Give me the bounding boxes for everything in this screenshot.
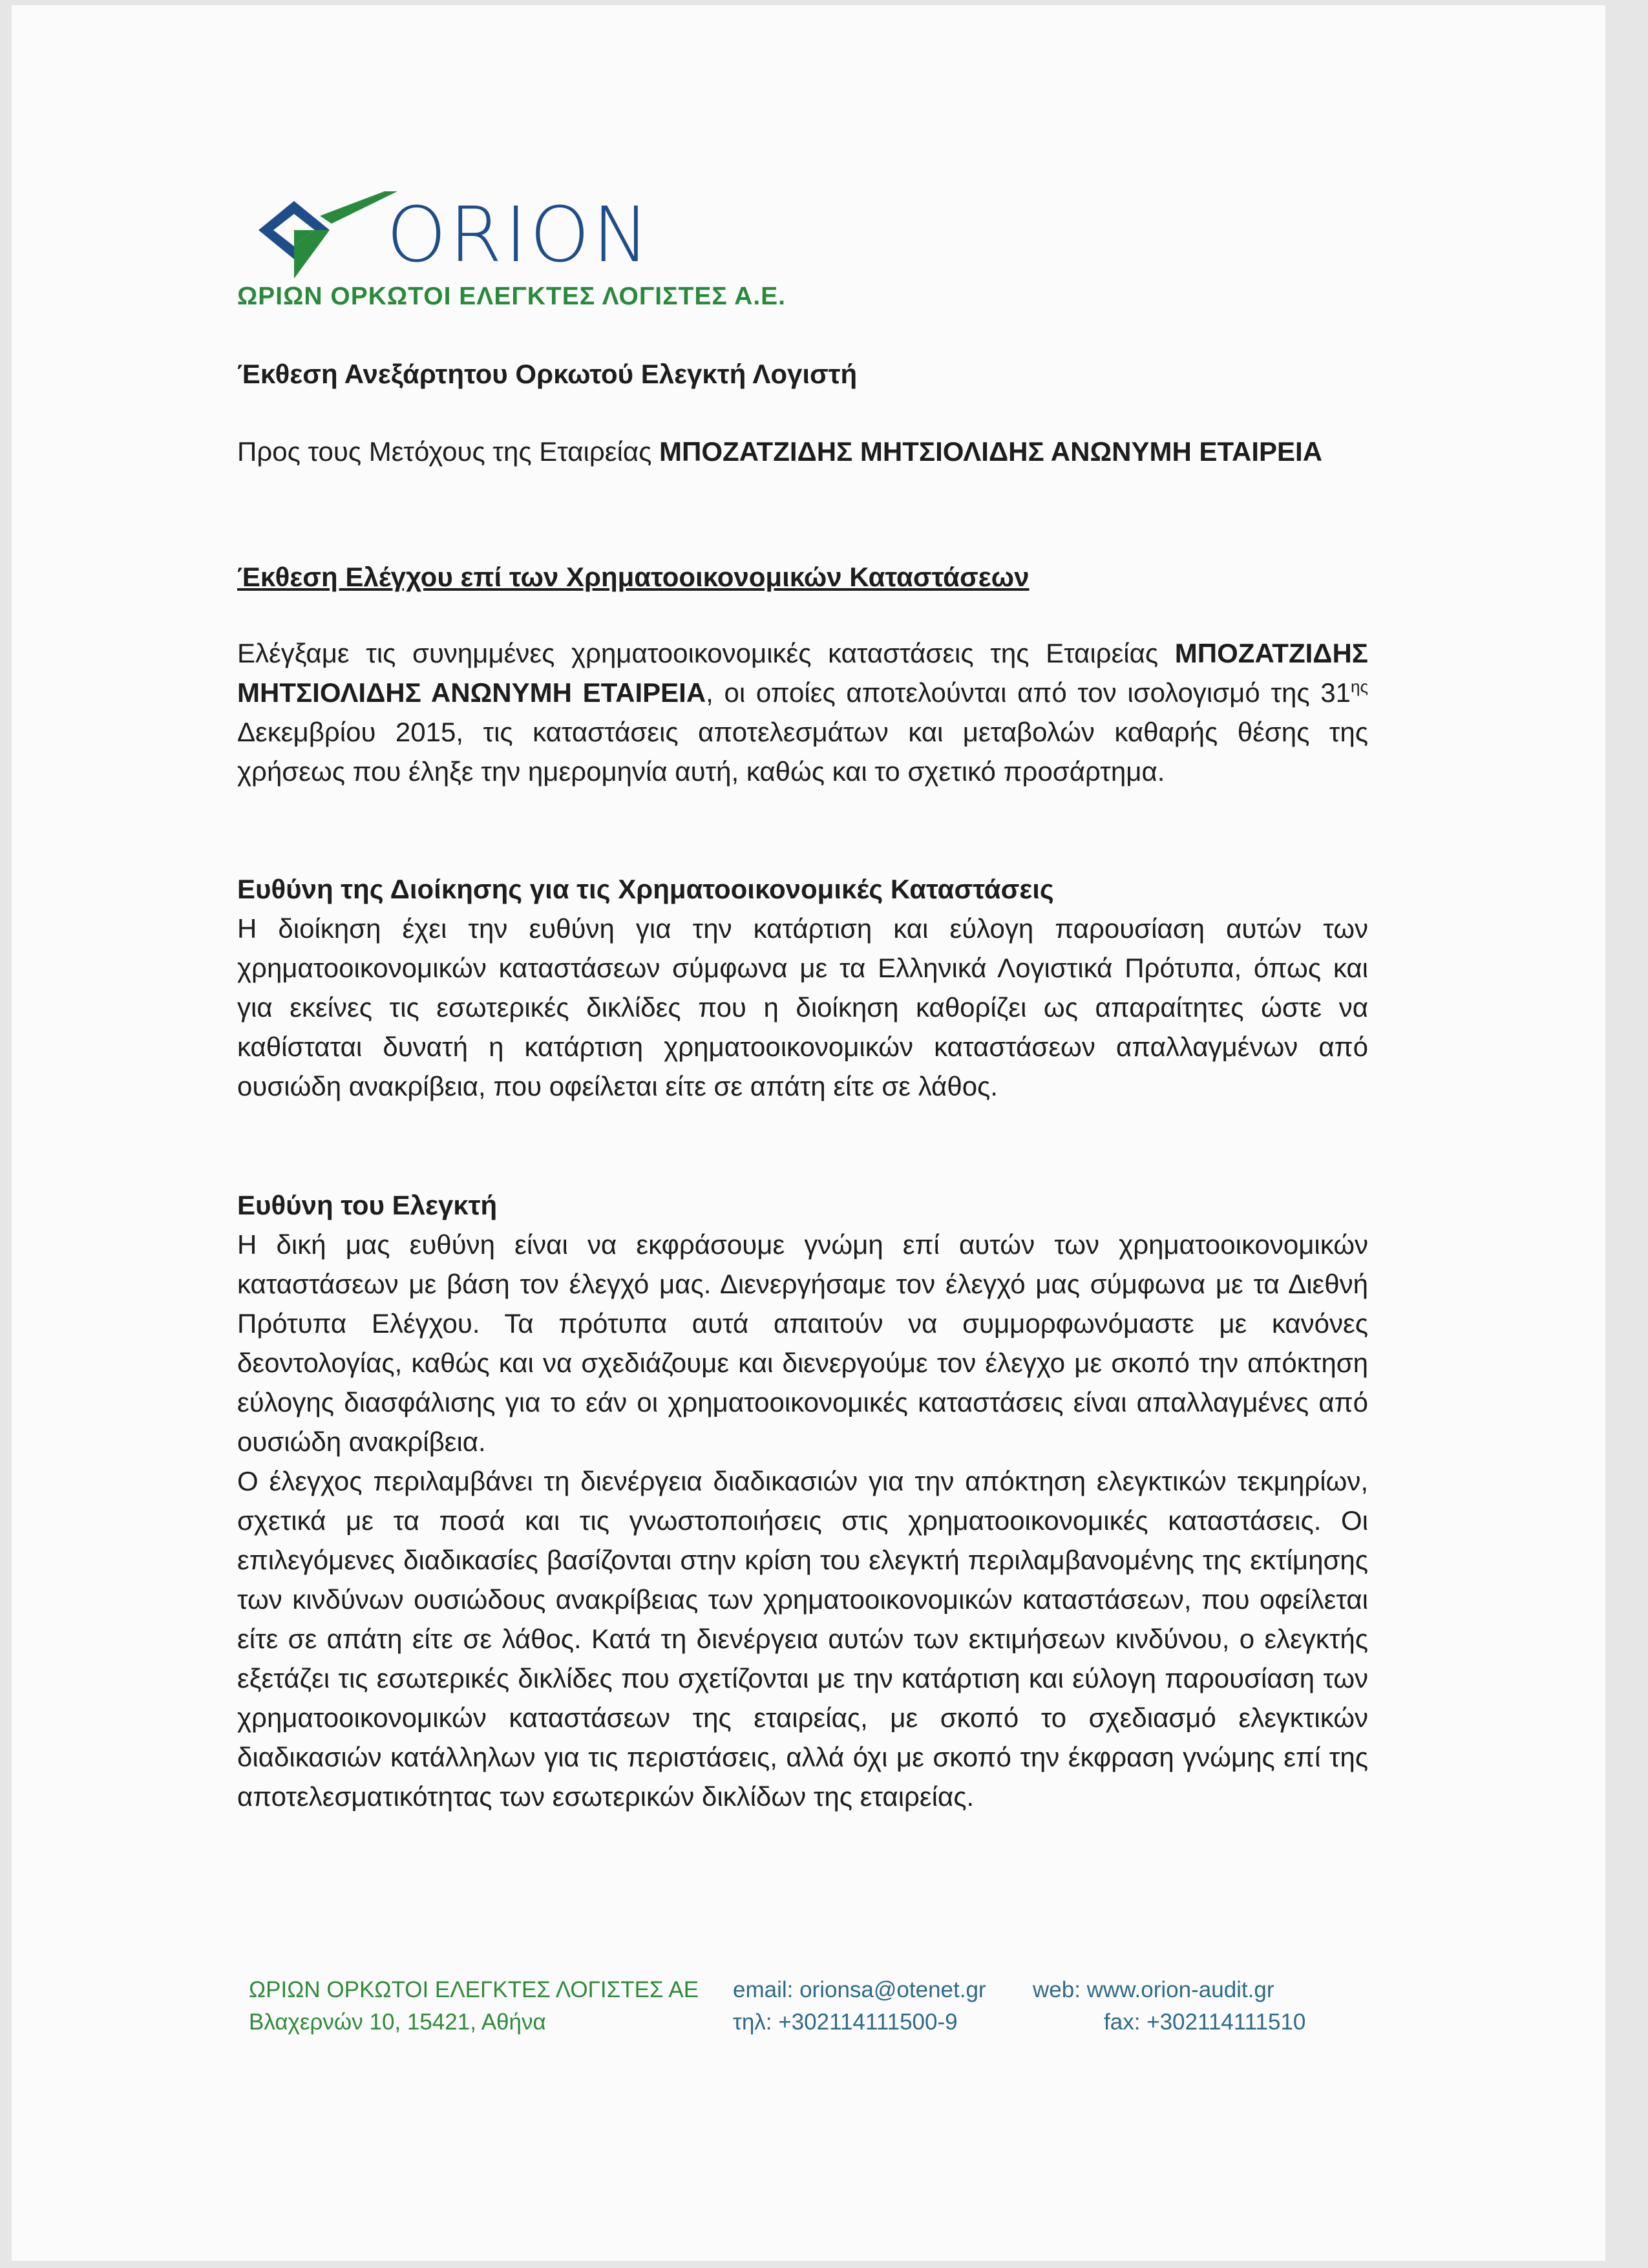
footer-phone: τηλ: +302114111500-9 xyxy=(733,2009,958,2035)
intro-superscript: ης xyxy=(1351,677,1368,696)
footer-email: email: orionsa@otenet.gr xyxy=(733,1977,986,2002)
footer-contact-block xyxy=(733,1974,986,2039)
footer-web-block xyxy=(1033,1974,1305,2039)
addressee-company: ΜΠΟΖΑΤΖΙΔΗΣ ΜΗΤΣΙΟΛΙΔΗΣ ΑΝΩΝΥΜΗ ΕΤΑΙΡΕΙΑ xyxy=(659,436,1323,467)
company-header: ΩΡΙΩΝ ΟΡΚΩΤΟΙ ΕΛΕΓΚΤΕΣ ΛΟΓΙΣΤΕΣ Α.Ε. xyxy=(237,282,787,310)
addressee-prefix: Προς τους Μετόχους της Εταιρείας xyxy=(237,436,652,467)
intro-paragraph xyxy=(237,633,1368,791)
footer-address: Βλαχερνών 10, 15421, Αθήνα xyxy=(249,2009,546,2035)
footer-company-block xyxy=(249,1974,699,2039)
management-heading: Ευθύνη της Διοίκησης για τις Χρηματοοικονομικές Καταστάσεις xyxy=(237,874,1054,904)
auditor-heading: Ευθύνη του Ελεγκτή xyxy=(237,1190,498,1220)
intro-company: ΜΠΟΖΑΤΖΙΔΗΣ ΜΗΤΣΙΟΛΙΔΗΣ ΑΝΩΝΥΜΗ ΕΤΑΙΡΕΙΑ xyxy=(237,638,1368,708)
footer-fax: fax: +302114111510 xyxy=(1104,2009,1306,2035)
intro-text-2: , οι οποίες αποτελούνται από τον ισολογισμό της 31 xyxy=(706,677,1351,708)
auditor-section xyxy=(237,1185,1368,1816)
document-page xyxy=(12,5,1605,2261)
auditor-paragraph-2: Ο έλεγχος περιλαμβάνει τη διενέργεια διαδικασιών για την απόκτηση ελεγκτικών τεκμηρίων, σχετικά με τα ποσά και τις γνωστοποιήσεις στις χρηματοοικονομικές καταστάσεις. Οι επιλεγόμενες διαδικασίες βασίζονται στην κρίση του ελεγκτή περιλαμβανομένης της εκτίμησης των κινδύνων ουσιώδους ανακρίβειας των χρηματοοικονομικών καταστάσεων, που οφείλεται είτε σε απάτη είτε σε λάθος. Κατά τη διενέργεια αυτών των εκτιμήσεων κινδύνου, ο ελεγκτής εξετάζει τις εσωτερικές δικλίδες που σχετίζονται με την κατάρτιση και εύλογη παρουσίαση των χρηματοοικονομικών καταστάσεων της εταιρείας, με σκοπό το σχεδιασμό ελεγκτικών διαδικασιών κατάλληλων για τις περιστάσεις, αλλά όχι με σκοπό την έκφραση γνώμης επί της αποτελεσματικότητας των εσωτερικών δικλίδων της εταιρείας. xyxy=(237,1466,1368,1812)
intro-text-3: Δεκεμβρίου 2015, τις καταστάσεις αποτελεσμάτων και μεταβολών καθαρής θέσης της χρήσεως που έληξε την ημερομηνία αυτή, καθώς και το σχετικό προσάρτημα. xyxy=(237,717,1368,787)
section-title: Έκθεση Ελέγχου επί των Χρηματοοικονομικών Καταστάσεων xyxy=(237,562,1030,592)
addressee xyxy=(237,432,1375,471)
footer-web: web: www.orion-audit.gr xyxy=(1033,1977,1274,2002)
footer-company: ΩΡΙΩΝ ΟΡΚΩΤΟΙ ΕΛΕΓΚΤΕΣ ΛΟΓΙΣΤΕΣ ΑΕ xyxy=(249,1977,699,2002)
intro-text-1: Ελέγξαμε τις συνημμένες χρηματοοικονομικές καταστάσεις της Εταιρείας xyxy=(237,638,1159,668)
report-title: Έκθεση Ανεξάρτητου Ορκωτού Ελεγκτή Λογιστή xyxy=(237,359,858,389)
management-section xyxy=(237,869,1368,1106)
auditor-paragraph-1: Η δική μας ευθύνη είναι να εκφράσουμε γνώμη επί αυτών των χρηματοοικονομικών καταστάσεων με βάση τον έλεγχό μας. Διενεργήσαμε τον έλεγχό μας σύμφωνα με τα Διεθνή Πρότυπα Ελέγχου. Τα πρότυπα αυτά απαιτούν να συμμορφωνόμαστε με κανόνες δεοντολογίας, καθώς και να σχεδιάζουμε και διενεργούμε τον έλεγχο με σκοπό την απόκτηση εύλογης διασφάλισης για το εάν οι χρηματοοικονομικές καταστάσεις είναι απαλλαγμένες από ουσιώδη ανακρίβεια. xyxy=(237,1229,1368,1457)
logo-wordmark: ORION xyxy=(386,190,652,279)
management-paragraph: Η διοίκηση έχει την ευθύνη για την κατάρτιση και εύλογη παρουσίαση αυτών των χρηματοοικονομικών καταστάσεων σύμφωνα με τα Ελληνικά Λογιστικά Πρότυπα, όπως και για εκείνες τις εσωτερικές δικλίδες που η διοίκηση καθορίζει ως απαραίτητες ώστε να καθίσταται δυνατή η κατάρτιση χρηματοοικονομικών καταστάσεων απαλλαγμένων από ουσιώδη ανακρίβεια, που οφείλεται είτε σε απάτη είτε σε λάθος. xyxy=(237,913,1368,1101)
